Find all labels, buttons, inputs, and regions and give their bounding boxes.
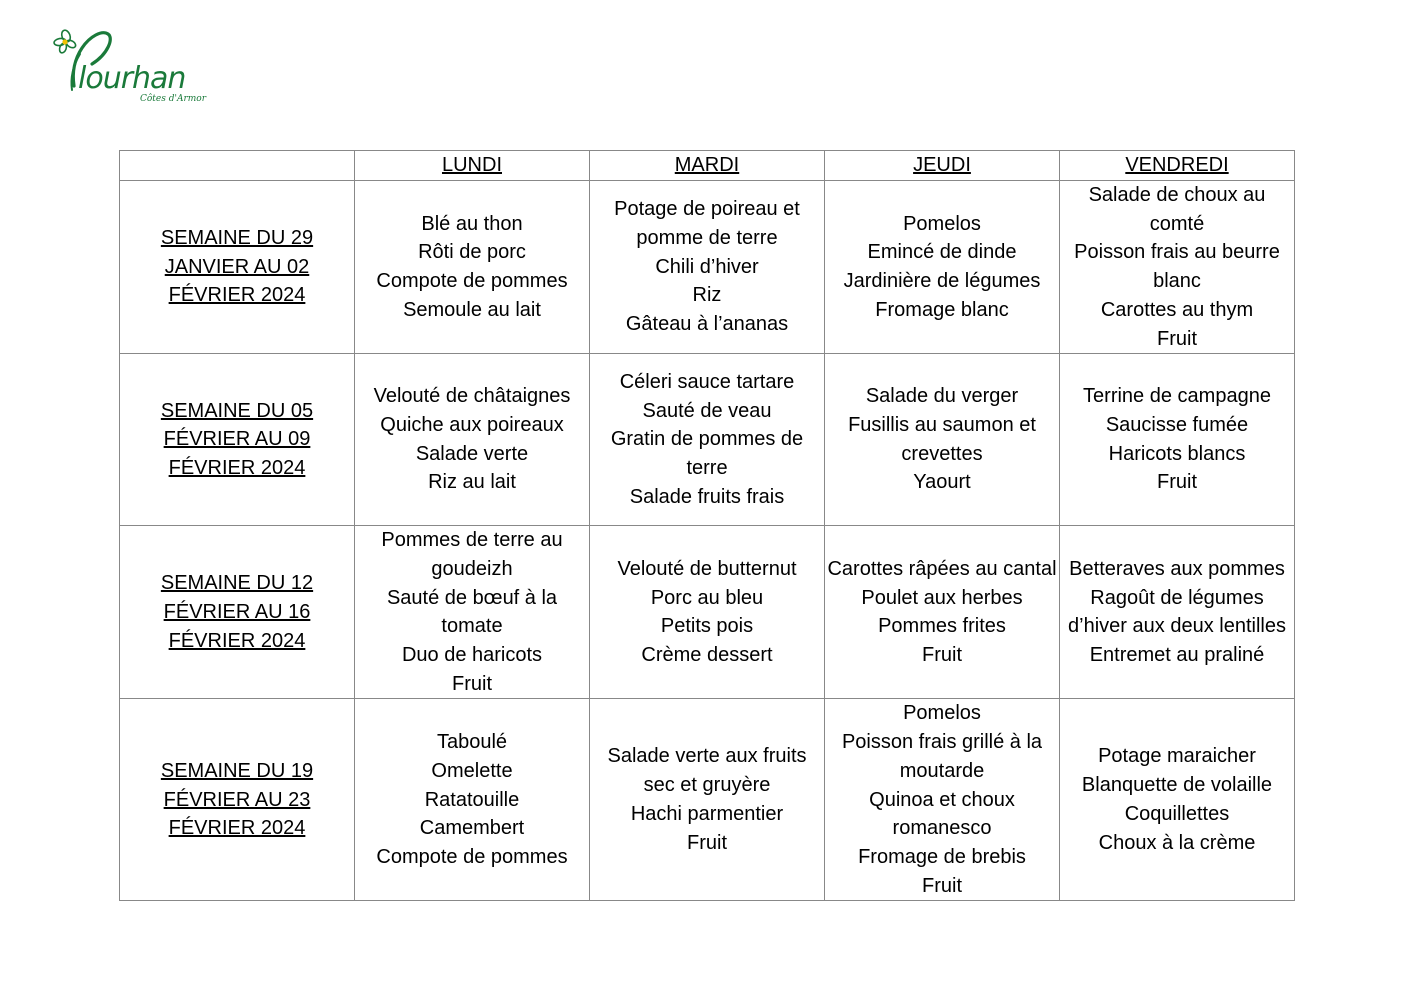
menu-item: Crème dessert bbox=[641, 644, 773, 667]
menu-item: Salade verte bbox=[415, 442, 529, 465]
menu-cell-lundi bbox=[355, 181, 590, 354]
menu-item: Coquillettes bbox=[1124, 802, 1230, 825]
menu-cell-vendredi bbox=[1060, 526, 1295, 699]
menu-item: Gâteau à l’ananas bbox=[625, 313, 789, 336]
menu-item: Compote de pommes bbox=[376, 270, 568, 293]
menu-cell-lundi bbox=[355, 526, 590, 699]
menu-cell-mardi bbox=[590, 699, 825, 901]
menu-item: Riz bbox=[692, 284, 722, 307]
menu-item: Sauté de bœuf à la tomate bbox=[386, 586, 558, 638]
menu-item: Terrine de campagne bbox=[1083, 385, 1271, 408]
menu-item: Riz au lait bbox=[428, 471, 516, 494]
week-label-line: FÉVRIER 2024 bbox=[168, 817, 306, 840]
menu-cell-lundi bbox=[355, 699, 590, 901]
logo-wordmark: lourhan bbox=[78, 61, 186, 96]
menu-item: Potage maraicher bbox=[1098, 745, 1256, 768]
menu-item: Chili d’hiver bbox=[655, 255, 759, 278]
week-label-line: FÉVRIER 2024 bbox=[168, 629, 306, 652]
week-label-line: FÉVRIER 2024 bbox=[168, 457, 306, 480]
week-label bbox=[120, 181, 355, 354]
menu-item: Salade verte aux fruits sec et gruyère bbox=[607, 745, 807, 797]
week-label bbox=[120, 526, 355, 699]
menu-item: Poulet aux herbes bbox=[861, 586, 1023, 609]
menu-cell-vendredi bbox=[1060, 699, 1295, 901]
week-row bbox=[120, 526, 1295, 699]
menu-item: Pommes frites bbox=[878, 615, 1006, 638]
menu-item: Petits pois bbox=[660, 615, 754, 638]
menu-item: Haricots blancs bbox=[1108, 442, 1246, 465]
menu-item: Choux à la crème bbox=[1098, 831, 1256, 854]
week-row bbox=[120, 354, 1295, 526]
menu-table bbox=[119, 150, 1295, 901]
menu-item: Omelette bbox=[431, 759, 513, 782]
menu-item: Entremet au praliné bbox=[1089, 644, 1265, 667]
menu-item: Jardinière de légumes bbox=[843, 270, 1041, 293]
week-label-line: FÉVRIER AU 23 bbox=[163, 788, 311, 811]
menu-item: Céleri sauce tartare bbox=[619, 370, 795, 393]
week-row bbox=[120, 699, 1295, 901]
menu-item: Fruit bbox=[1157, 327, 1197, 350]
week-label-line: FÉVRIER AU 09 bbox=[163, 428, 311, 451]
menu-item: Potage de poireau et pomme de terre bbox=[614, 198, 800, 250]
header-row bbox=[120, 151, 1295, 181]
menu-item: Fruit bbox=[1157, 471, 1197, 494]
menu-item: Pomelos bbox=[903, 702, 981, 725]
menu-item: Fusillis au saumon et crevettes bbox=[848, 414, 1036, 465]
menu-item: Semoule au lait bbox=[403, 298, 541, 321]
menu-cell-vendredi bbox=[1060, 354, 1295, 526]
week-label-line: SEMAINE DU 19 bbox=[160, 759, 314, 782]
day-header-lundi: LUNDI bbox=[355, 151, 590, 181]
plourhan-logo bbox=[52, 24, 212, 108]
menu-item: Fromage de brebis bbox=[858, 845, 1026, 868]
menu-item: Emincé de dinde bbox=[867, 241, 1017, 264]
menu-item: Porc au bleu bbox=[650, 586, 764, 609]
week-label-line: FÉVRIER 2024 bbox=[168, 284, 306, 307]
menu-item: Fromage blanc bbox=[875, 298, 1009, 321]
corner-cell bbox=[120, 151, 355, 181]
day-header-mardi: MARDI bbox=[590, 151, 825, 181]
menu-item: Hachi parmentier bbox=[630, 802, 784, 825]
menu-item: Sauté de veau bbox=[642, 399, 772, 422]
week-label bbox=[120, 699, 355, 901]
menu-item: Poisson frais grillé à la moutarde bbox=[841, 731, 1043, 782]
menu-cell-vendredi bbox=[1060, 181, 1295, 354]
logo-subtitle: Côtes d'Armor bbox=[140, 94, 207, 104]
menu-cell-mardi bbox=[590, 181, 825, 354]
menu-item: Quiche aux poireaux bbox=[380, 414, 564, 437]
menu-cell-jeudi bbox=[825, 354, 1060, 526]
menu-item: Gratin de pommes de terre bbox=[610, 428, 804, 480]
week-label-line: FÉVRIER AU 16 bbox=[163, 600, 311, 623]
menu-item: Pomelos bbox=[903, 212, 981, 235]
menu-item: Ratatouille bbox=[424, 788, 520, 811]
menu-item: Quinoa et choux romanesco bbox=[869, 788, 1015, 840]
day-header-vendredi: VENDREDI bbox=[1060, 151, 1295, 181]
menu-item: Salade fruits frais bbox=[629, 485, 785, 508]
menu-cell-mardi bbox=[590, 526, 825, 699]
menu-item: Ragoût de légumes d’hiver aux deux lentilles bbox=[1068, 586, 1286, 638]
menu-item: Duo de haricots bbox=[401, 644, 543, 667]
menu-item: Rôti de porc bbox=[418, 241, 526, 264]
menu-cell-jeudi bbox=[825, 699, 1060, 901]
week-label-line: JANVIER AU 02 bbox=[164, 255, 310, 278]
menu-item: Pommes de terre au goudeizh bbox=[381, 529, 563, 580]
menu-item: Fruit bbox=[922, 644, 962, 667]
menu-item: Poisson frais au beurre blanc bbox=[1074, 241, 1280, 293]
menu-item: Fruit bbox=[687, 831, 727, 854]
menu-item: Salade du verger bbox=[865, 385, 1019, 408]
menu-cell-lundi bbox=[355, 354, 590, 526]
menu-item: Velouté de châtaignes bbox=[373, 385, 571, 408]
menu-item: Fruit bbox=[452, 672, 492, 695]
week-label-line: SEMAINE DU 05 bbox=[160, 399, 314, 422]
menu-item: Carottes au thym bbox=[1100, 298, 1254, 321]
week-row bbox=[120, 181, 1295, 354]
menu-item: Carottes râpées au cantal bbox=[827, 557, 1057, 580]
menu-cell-jeudi bbox=[825, 526, 1060, 699]
menu-item: Fruit bbox=[922, 874, 962, 897]
week-label-line: SEMAINE DU 29 bbox=[160, 227, 314, 250]
day-header-jeudi: JEUDI bbox=[825, 151, 1060, 181]
week-label bbox=[120, 354, 355, 526]
menu-item: Camembert bbox=[419, 817, 525, 840]
week-label-line: SEMAINE DU 12 bbox=[160, 572, 314, 595]
menu-cell-jeudi bbox=[825, 181, 1060, 354]
menu-item: Saucisse fumée bbox=[1105, 414, 1249, 437]
menu-item: Taboulé bbox=[436, 731, 508, 754]
menu-item: Blé au thon bbox=[421, 212, 523, 235]
menu-item: Betteraves aux pommes bbox=[1069, 557, 1285, 580]
menu-item: Blanquette de volaille bbox=[1081, 774, 1273, 797]
menu-item: Yaourt bbox=[913, 471, 971, 494]
menu-item: Salade de choux au comté bbox=[1088, 184, 1266, 235]
menu-cell-mardi bbox=[590, 354, 825, 526]
menu-item: Compote de pommes bbox=[376, 845, 568, 868]
menu-item: Velouté de butternut bbox=[617, 557, 797, 580]
